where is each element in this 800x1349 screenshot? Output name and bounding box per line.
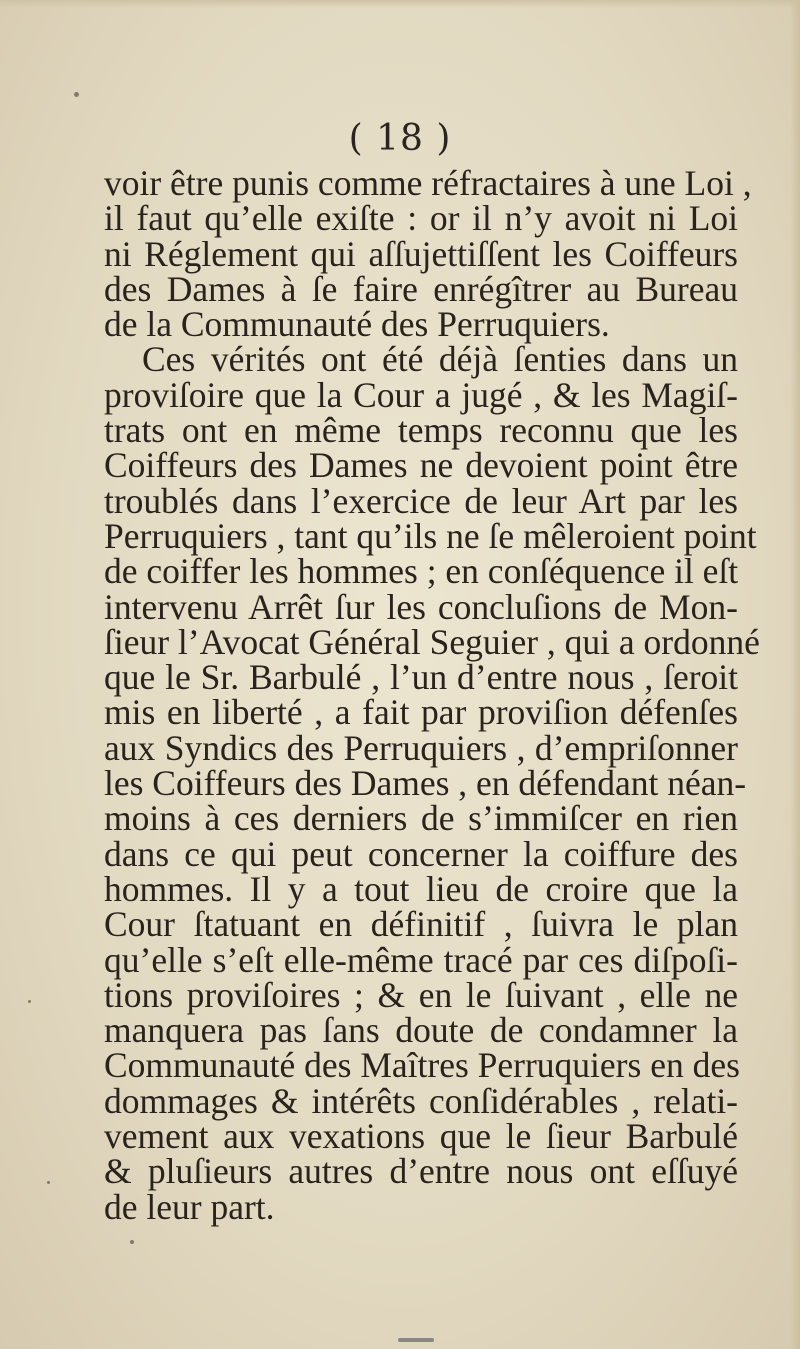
- text-line: aux Syndics des Perruquiers , d’empriſonner: [104, 727, 738, 768]
- paper-speck: [74, 92, 79, 97]
- text-line: mis en liberté , a fait par proviſion défenſes: [104, 692, 738, 733]
- paper-speck: [28, 1000, 31, 1003]
- text-line: vement aux vexations que le ſieur Barbulé: [104, 1116, 738, 1157]
- text-line: il faut qu’elle exiſte : or il n’y avoit ni Loi: [104, 198, 738, 239]
- text-line: intervenu Arrêt ſur les concluſions de Mon-: [104, 586, 738, 627]
- text-line: qu’elle s’eſt elle-même tracé par ces diſpoſi-: [104, 939, 738, 980]
- text-line: troublés dans l’exercice de leur Art par les: [104, 480, 738, 521]
- text-line: les Coiffeurs des Dames , en défendant néan-: [104, 763, 747, 804]
- text-line: trats ont en même temps reconnu que les: [104, 410, 738, 451]
- text-line: moins à ces derniers de s’immiſcer en rien: [104, 798, 738, 839]
- text-line: ni Réglement qui aſſujettiſſent les Coiffeurs: [104, 233, 738, 274]
- text-line: de leur part.: [104, 1186, 275, 1227]
- text-line: des Dames à ſe faire enrégîtrer au Bureau: [104, 268, 738, 309]
- page-top-shadow: [0, 0, 800, 8]
- paper-speck: [130, 1240, 134, 1244]
- text-line: Communauté des Maîtres Perruquiers en des: [104, 1045, 740, 1086]
- page-number: ( 18 ): [348, 118, 452, 159]
- text-line: voir être punis comme réfractaires à une Loi ,: [104, 163, 752, 203]
- text-line: dommages & intérêts conſidérables , relati-: [104, 1080, 738, 1121]
- text-line: Perruquiers , tant qu’ils ne ſe mêleroient point: [104, 515, 757, 556]
- paper-speck: [47, 1181, 50, 1184]
- text-line: & pluſieurs autres d’entre nous ont eſſuyé: [104, 1151, 738, 1192]
- text-line: Cour ſtatuant en définitif , ſuivra le plan: [104, 904, 738, 945]
- text-line: de coiffer les hommes ; en conſéquence il eſt: [104, 551, 739, 592]
- paper-smudge: [398, 1338, 434, 1342]
- text-line: dans ce qui peut concerner la coiffure des: [104, 833, 738, 874]
- text-line: Ces vérités ont été déjà ſenties dans un: [142, 339, 738, 380]
- text-line: hommes. Il y a tout lieu de croire que la: [104, 868, 738, 909]
- text-line: ſieur l’Avocat Général Seguier , qui a ordonné: [104, 621, 760, 662]
- text-line: tions proviſoires ; & en le ſuivant , elle ne: [104, 974, 738, 1015]
- text-line: manquera pas ſans doute de condamner la: [104, 1010, 738, 1051]
- text-line: que le Sr. Barbulé , l’un d’entre nous , ſeroit: [104, 657, 738, 698]
- text-line: proviſoire que la Cour a jugé , & les Magiſ-: [104, 374, 738, 415]
- body-text: [104, 163, 760, 1227]
- page-right-shadow: [790, 0, 800, 1349]
- text-line: Coiffeurs des Dames ne devoient point être: [104, 445, 738, 486]
- text-line: de la Communauté des Perruquiers.: [104, 304, 610, 345]
